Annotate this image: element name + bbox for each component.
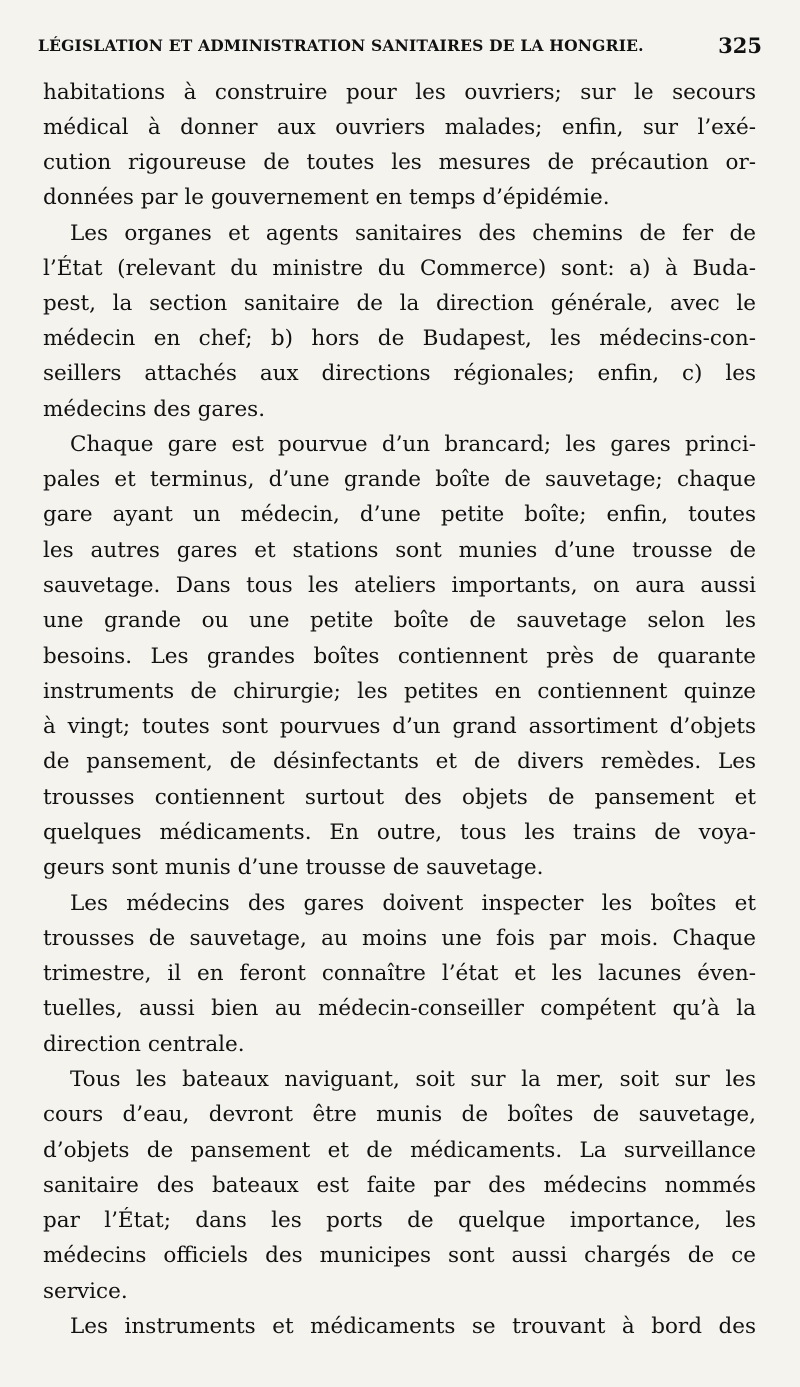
- text-line: sauvetage. Dans tous les ateliers importants, on aura aussi: [43, 573, 756, 598]
- running-title: LÉGISLATION ET ADMINISTRATION SANITAIRES DE LA HONGRIE.: [38, 36, 644, 55]
- text-line: pest, la section sanitaire de la direction générale, avec le: [43, 291, 756, 316]
- text-line: cution rigoureuse de toutes les mesures de précaution or-: [43, 150, 756, 175]
- text-line: trimestre, il en feront connaître l’état et les lacunes éven-: [43, 961, 756, 986]
- text-line: l’État (relevant du ministre du Commerce) sont: a) à Buda-: [43, 256, 756, 281]
- page-header: [38, 33, 762, 66]
- text-line: service.: [43, 1279, 128, 1304]
- text-line: besoins. Les grandes boîtes contiennent près de quarante: [43, 644, 756, 669]
- text-line: geurs sont munis d’une trousse de sauvetage.: [43, 855, 544, 880]
- text-line: de pansement, de désinfectants et de divers remèdes. Les: [43, 749, 756, 774]
- text-line: quelques médicaments. En outre, tous les trains de voya-: [43, 820, 756, 845]
- text-line: cours d’eau, devront être munis de boîtes de sauvetage,: [43, 1102, 756, 1127]
- text-line: habitations à construire pour les ouvriers; sur le secours: [43, 80, 756, 105]
- text-line: Les instruments et médicaments se trouvant à bord des: [70, 1314, 756, 1339]
- text-line: direction centrale.: [43, 1032, 245, 1057]
- text-line: gare ayant un médecin, d’une petite boîte; enfin, toutes: [43, 502, 756, 527]
- text-line: données par le gouvernement en temps d’épidémie.: [43, 185, 610, 210]
- text-line: trousses de sauvetage, au moins une fois par mois. Chaque: [43, 926, 756, 951]
- text-line: trousses contiennent surtout des objets de pansement et: [43, 785, 756, 810]
- page-number: 325: [718, 33, 762, 58]
- text-line: une grande ou une petite boîte de sauvetage selon les: [43, 608, 756, 633]
- text-line: médecin en chef; b) hors de Budapest, les médecins-con-: [43, 326, 756, 351]
- text-line: tuelles, aussi bien au médecin-conseiller compétent qu’à la: [43, 996, 756, 1021]
- text-line: seillers attachés aux directions régionales; enfin, c) les: [43, 361, 756, 386]
- text-line: d’objets de pansement et de médicaments. La surveillance: [43, 1138, 756, 1163]
- text-line: à vingt; toutes sont pourvues d’un grand assortiment d’objets: [43, 714, 756, 739]
- text-line: instruments de chirurgie; les petites en contiennent quinze: [43, 679, 756, 704]
- text-line: médecins officiels des municipes sont aussi chargés de ce: [43, 1243, 756, 1268]
- text-line: sanitaire des bateaux est faite par des médecins nommés: [43, 1173, 756, 1198]
- text-line: les autres gares et stations sont munies d’une trousse de: [43, 538, 756, 563]
- text-line: médecins des gares.: [43, 397, 266, 422]
- text-line: Les médecins des gares doivent inspecter les boîtes et: [70, 891, 756, 916]
- text-line: par l’État; dans les ports de quelque importance, les: [43, 1208, 756, 1233]
- text-line: Les organes et agents sanitaires des chemins de fer de: [70, 221, 756, 246]
- text-line: Chaque gare est pourvue d’un brancard; les gares princi-: [70, 432, 756, 457]
- text-line: Tous les bateaux naviguant, soit sur la mer, soit sur les: [70, 1067, 756, 1092]
- text-line: pales et terminus, d’une grande boîte de sauvetage; chaque: [43, 467, 756, 492]
- text-line: médical à donner aux ouvriers malades; enfin, sur l’exé-: [43, 115, 756, 140]
